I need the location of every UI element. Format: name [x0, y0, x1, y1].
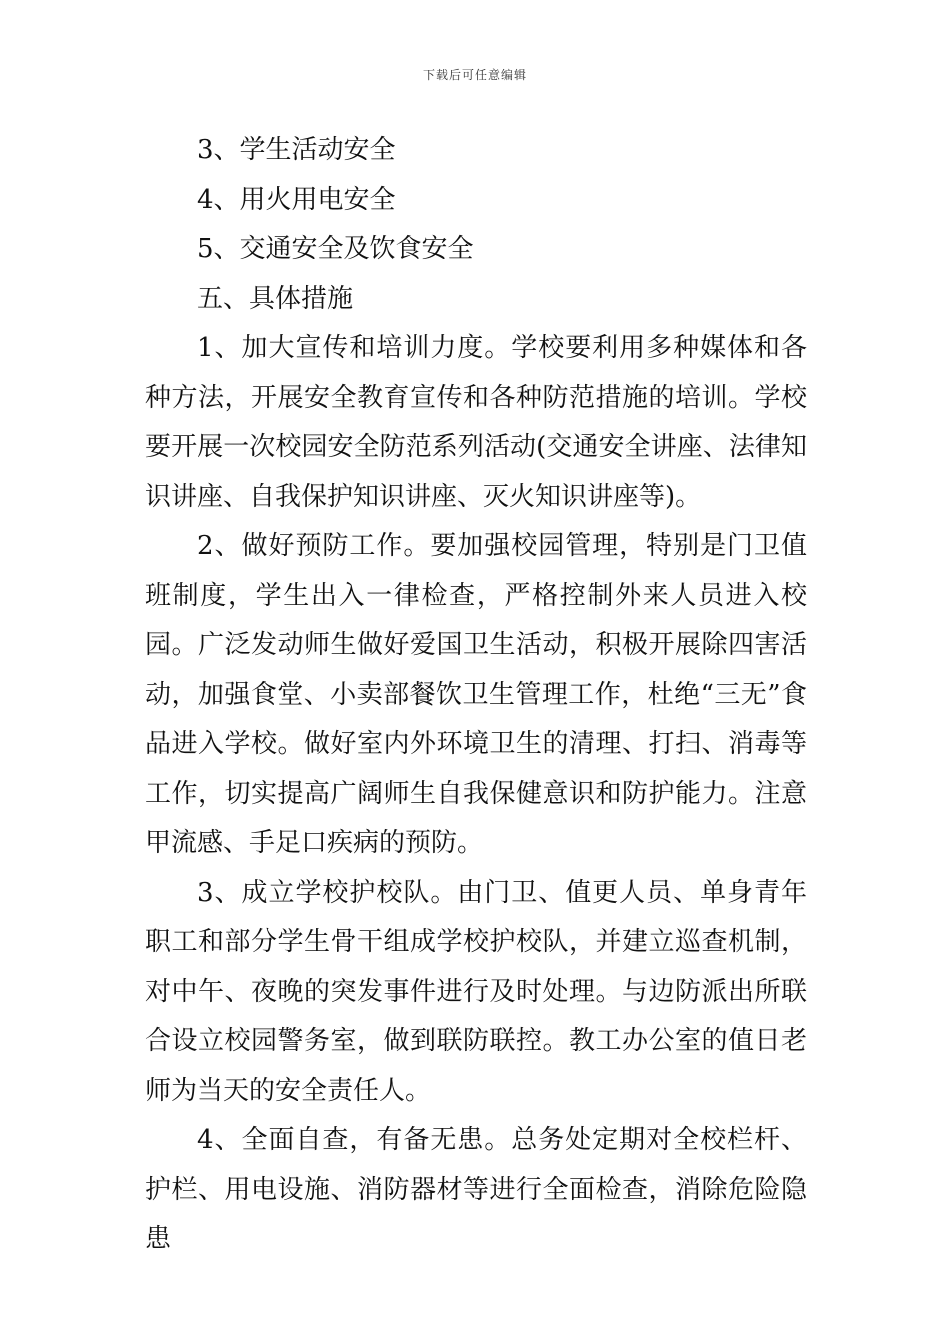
paragraph-item-3: 3、学生活动安全 — [197, 135, 396, 165]
paragraph-item-4: 4、用火用电安全 — [197, 184, 396, 215]
page-header: 下载后可任意编辑 — [422, 68, 527, 82]
paragraph-measure-3: 3、成立学校护校队。由门卫、值更人员、单身青年职工和部分学生骨干组成学校护校队，并建立巡查机制，对中午、夜晚的突发事件进行及时处理。与边防派出所联合设立校园警务室，做到联防联控。教工办公室的值日老师为当天的安全责任人。 — [145, 877, 807, 1106]
paragraph-item-5: 5、交通安全及饮食安全 — [197, 234, 474, 264]
paragraph-measure-4: 4、全面自查，有备无患。总务处定期对全校栏杆、护栏、用电设施、消防器材等进行全面检查，消除危险隐患 — [145, 1125, 807, 1254]
paragraph-measure-1: 1、加大宣传和培训力度。学校要利用多种媒体和各种方法，开展安全教育宣传和各种防范措施的培训。学校要开展一次校园安全防范系列活动(交通安全讲座、法律知识讲座、自我保护知识讲座、灭火知识讲座等)。 — [145, 333, 807, 512]
document-body — [145, 126, 807, 1265]
section-heading-measures: 五、具体措施 — [197, 283, 354, 314]
paragraph-measure-2: 2、做好预防工作。要加强校园管理，特别是门卫值班制度，学生出入一律检查，严格控制外来人员进入校园。广泛发动师生做好爱国卫生活动，积极开展除四害活动，加强食堂、小卖部餐饮卫生管理工作，杜绝“三无”食品进入学校。做好室内外环境卫生的清理、打扫、消毒等工作，切实提高广阔师生自我保健意识和防护能力。注意甲流感、手足口疾病的预防。 — [145, 531, 807, 858]
